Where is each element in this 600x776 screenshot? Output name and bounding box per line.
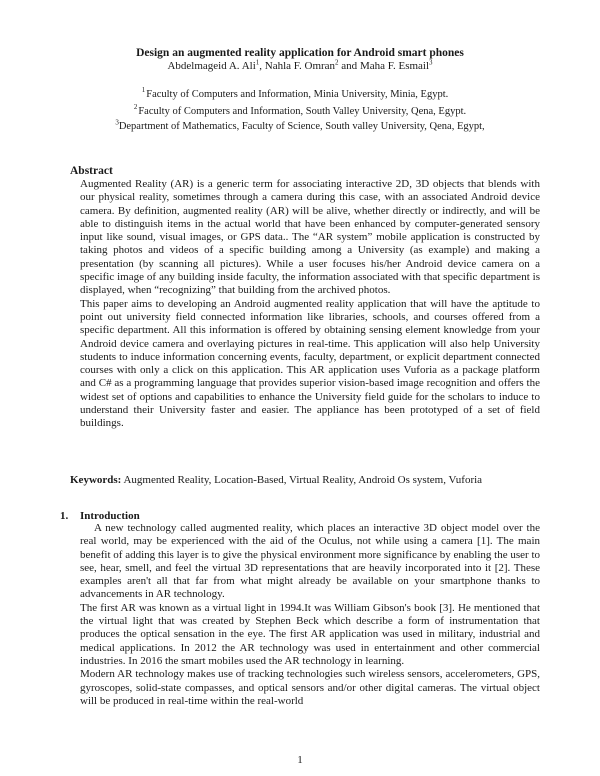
section-title: Introduction — [80, 510, 140, 522]
abstract-paragraph: Augmented Reality (AR) is a generic term for associating interactive 2D, 3D objects that blends with our physical reality, sometimes through a camera during this case, with an associated Android device camera. By definition, augmented reality (AR) will be alive, whether directly or indirectly, and will be able to distinguish items in the actual world that have been enhanced by computer-generated sensory input like sound, visual images, or GPS data.. The “AR system” mobile application is constructed by taking photos and videos of a specific building among a University (as example) and making a presentation (by scanning all pictures). While a user focuses his/her Android device camera on a specific image of any building inside faculty, the information associated with that specific department is displayed, when “recognizing” that building from the archived photos. — [80, 178, 540, 297]
author-mark: 3 — [429, 58, 433, 67]
keywords-text: Augmented Reality, Location-Based, Virtual Reality, Android Os system, Vuforia — [123, 474, 483, 486]
intro-paragraph: The first AR was known as a virtual light in 1994.It was William Gibson's book [3]. He mentioned that the virtual light that was created by Stephen Beck which describe a form of instrumentation that produces the optical sensation in the eye. The first AR application was used in military, industrial and medical applications. In 2012 the AR technology was used in entertainment and other commercial industries. In 2016 the smart mobiles used the AR technology in learning. — [80, 601, 540, 667]
affiliation-1 — [0, 86, 600, 101]
introduction-body — [80, 522, 540, 708]
author-name: Maha F. Esmail — [359, 60, 430, 72]
abstract-heading: Abstract — [70, 165, 113, 177]
author-mark: 1 — [255, 58, 260, 67]
keywords-label: Keywords: — [70, 474, 122, 486]
author-name: Nahla F. Omran — [264, 60, 336, 72]
intro-paragraph: Modern AR technology makes use of tracking technologies such wireless sensors, accelerometers, GPS, gyroscopes, solid-state compasses, and optical sensors and/or other digital cameras. The virtual object will be produced in real-time within the real-world — [80, 668, 540, 707]
affiliation-mark: 3 — [115, 118, 119, 127]
section-number: 1. — [60, 510, 69, 522]
paper-title: Design an augmented reality application for Android smart phones — [136, 47, 464, 59]
author-separator: , — [259, 60, 265, 72]
author-name: Abdelmageid A. Ali — [167, 60, 256, 72]
affiliation-2 — [0, 103, 600, 118]
page-number: 1 — [297, 754, 303, 766]
affiliation-3 — [0, 118, 600, 133]
author-separator: and — [338, 60, 360, 72]
abstract-paragraph: This paper aims to developing an Android augmented reality application that will have the aptitude to point out university field connected information like libraries, schools, and courses offered from a specific department. All this information is offered by obtaining sensing element knowledge from your Android device camera and overlaying pictures in real-time. This application will also help University students to induce information concerning events, faculty, department, or explicit department connected courses with only a click on this application. This AR application uses Vuforia as a package platform and C# as a programming language that provides superior vision-based image recognition and offers the widest set of options and capabilities to enhance the University field guide for the scholars to induce to understand their University faster and easier. The appliance has been prototyped of a set of field buildings. — [80, 297, 540, 430]
affiliation-text: Faculty of Computers and Information, South Valley University, Qena, Egypt. — [138, 106, 467, 117]
affiliation-text: Faculty of Computers and Information, Minia University, Minia, Egypt. — [146, 89, 449, 100]
intro-paragraph: A new technology called augmented reality, which places an interactive 3D object model over the real world, may be experienced with the aid of the Oculus, not while using a camera [1]. The main benefit of adding this layer is to give the physical environment more significance by enabling the user to see, hear, smell, and feel the virtual 3D representations that are heavily incorporated into it [2]. These examples aren't all that far from what might already be available on your smartphone thanks to advancements in AR technology. — [80, 522, 540, 601]
affiliation-text: Department of Mathematics, Faculty of Science, South valley University, Qena, Egypt, — [118, 121, 485, 132]
author-mark: 2 — [335, 58, 339, 67]
affiliation-mark: 1 — [141, 86, 146, 94]
abstract-body — [80, 178, 540, 431]
keywords — [70, 474, 550, 487]
author-line — [0, 60, 600, 73]
affiliation-mark: 2 — [133, 103, 138, 111]
